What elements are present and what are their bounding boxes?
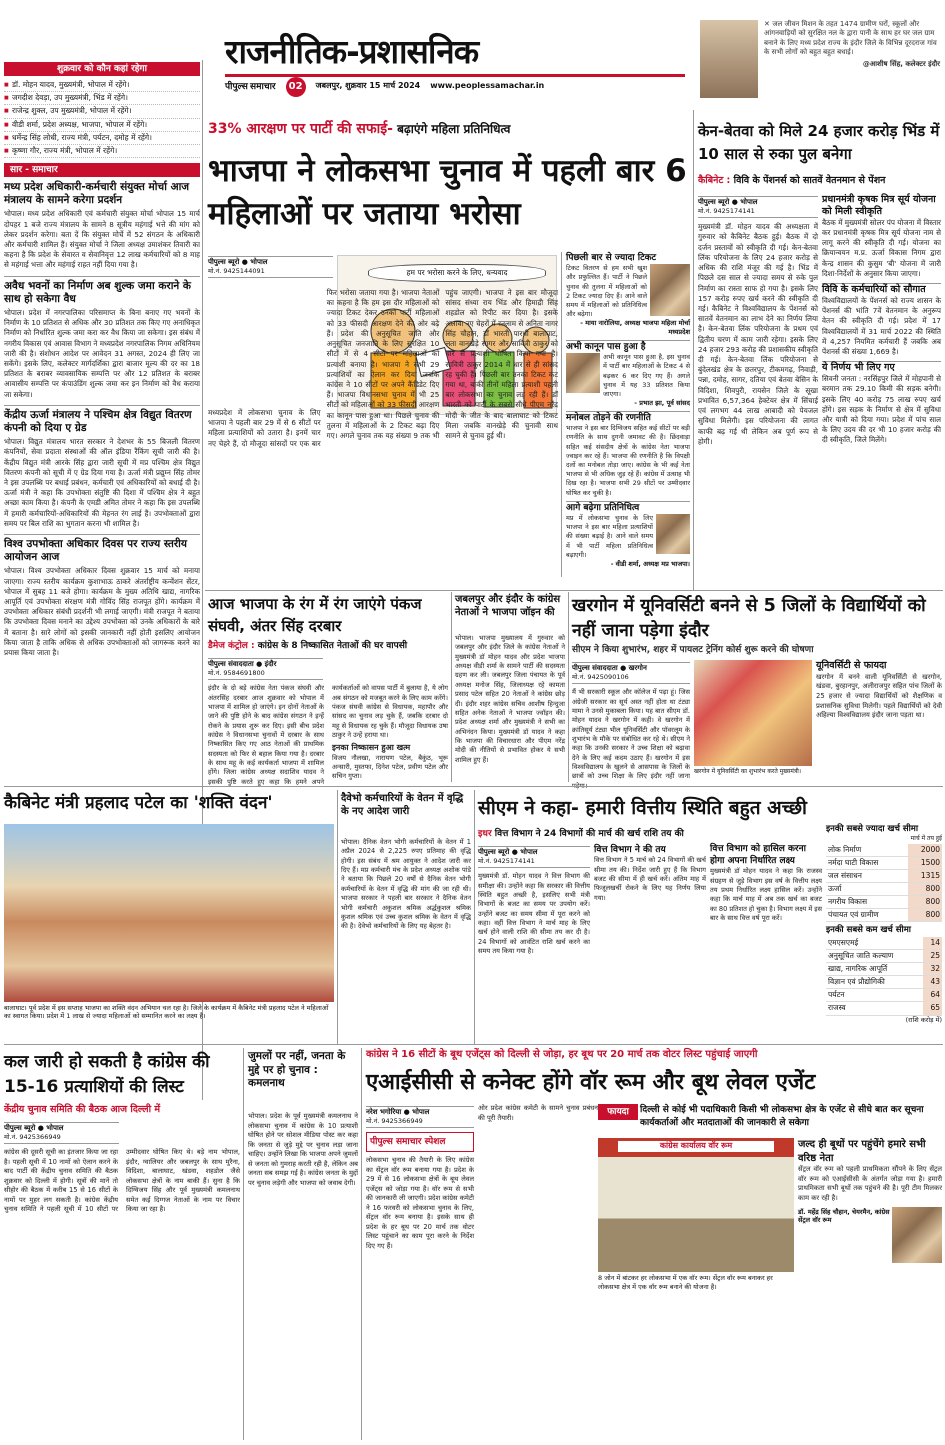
table-row: [826, 949, 942, 962]
khargone-mobile: मो.नं. 9425090106: [572, 673, 629, 682]
finance-sub2-head: वित्त विभाग को हासिल करना होगा अपना निर्धारित लक्ष्य: [710, 844, 806, 866]
khargone-byline-text: पीपुल्स संवाददाता ● खरगोन: [572, 664, 647, 672]
exp-table-top: [826, 844, 942, 923]
warroom-top: कांग्रेस ने 16 सीटों के बूथ एजेंट्स को दिल्ली से जोड़ा, हर बूथ पर 20 मार्च तक वोटर लिस्ट पहुंचाई जाएगी: [366, 1049, 758, 1060]
lead-body: [208, 288, 558, 578]
sanghvi-body: [208, 684, 448, 787]
sanghvi-sub-body: विजय नौलखा, नारायण पटेल, बैकुंठ, भूरू अन्सारी, मुस्तफा, दिनेश पटेल, प्रवीण पटेल और सचिन गुप्ता।: [332, 753, 448, 781]
top-quote-text: जल जीवन मिशन के तहत 1474 ग्रामीण घरों, स्कूलों और आंगनवाड़ियों को सुरक्षित नल के द्वारा पानी के साथ हर घर जल ग्राम बनाने के लिए मध्य प्रदेश राज्य के इंदौर जिले के विभिन्न दूरदराज गांव के सभी लोगों को बहुत बहुत बधाई।: [764, 20, 937, 57]
congress-kicker: केंद्रीय चुनाव समिति की बैठक आज दिल्ली में: [4, 1104, 161, 1115]
summary-head: सार - समाचार: [4, 163, 200, 177]
s4-body: भोपाल। विश्व उपभोक्ता अधिकार दिवस शुक्रवार 15 मार्च को मनाया जाएगा। राज्य स्तरीय कार्यक्रम कुशाभाऊ ठाकरे अंतर्राष्ट्रीय कन्वेंशन सेंटर, भोपाल में सुबह 11 बजे होगा। कार्यक्रम के मुख्य अतिथि खाद्य, नागरिक आपूर्ति एवं उपभोक्ता संरक्षण मंत्री गोविंद सिंह राजपूत होंगे। कार्यक्रम में उपभोक्ता अधिकार संबंधी प्रदर्शनी भी लगाई जाएगी। मंत्री राजपूत ने बताया कि उपभोक्ता दिवस मनाने का उद्देश्य उपभोक्ता को उनके अधिकारों के बारे में बताना है। सारे लोगों को इसकी जानकारी नहीं होती इसलिए आयोजन किया जाता है ताकि अधिक से अधिक उपभोक्ताओं को जागरूक करने का प्रयास किया जाता है।: [4, 566, 200, 658]
lead-kicker-rest: बढ़ाएंगे महिला प्रतिनिधित्व: [392, 122, 511, 136]
warroom-mobile: मो.नं. 9425366949: [366, 1117, 423, 1126]
s2-body: भोपाल। प्रदेश में नगरपालिका परिसमाप्त के बिना बनाए गए भवनों के निर्माण के 10 प्रतिशत से अधिक और 30 प्रतिशत तक किए गए अनाधिकृत निर्माण को निर्धारित शुल्क जमा करा कर वैध किया जा सकेगा। इस संबंध में नगरीय विकास एवं आवास विभाग ने मध्यप्रदेश नगरपालिक निगम अधिनियम जारी की है। संशोधन आदेश पर आवेदन 31 अगस्त, 2024 ही लिए जा सकेंगे। इसके लिए, कलेक्टर मार्गदर्शिका द्वारा बाजार मूल्य की दर का 18 प्रतिशत के बराबर व्यावसायिक सम्पत्ति पर और 12 प्रतिशत के बराबर आवासीय सम्पत्ति पर कंपाउंडिंग शुल्क जमा कर इन निर्माण को वैध कराया जा सकेगा।: [4, 307, 200, 399]
s2-head: अवैध भवनों का निर्माण अब शुल्क जमा कराने के साथ हो सकेगा वैध: [4, 276, 200, 306]
congress-mobile: मो.नं. 9425366949: [4, 1133, 61, 1142]
finance-headline: सीएम ने कहा- हमारी वित्तीय स्थिति बहुत अच्छी: [478, 797, 807, 819]
finance-kicker-red: इधर: [478, 829, 492, 839]
warroom-quote-credit: डॉ. महेंद्र सिंह चौहान, चेयरमैन, कांग्रेस सेंट्रल वॉर रूम: [798, 1207, 890, 1225]
shakti-caption: बालाघाट। पूर्व प्रदेश में इस सप्ताह भाजपा का शक्ति वंदन अभियान चल रहा है। जिले के कार्यक्रम में कैबिनेट मंत्री प्रहलाद पटेल ने महिलाओं का स्वागत किया। प्रदेश में 1 लाख से ज्यादा महिलाओं को सम्मानित करने का लक्ष्य है।: [4, 1004, 329, 1021]
sanghvi-kicker-red: डैमेज कंट्रोल :: [208, 641, 255, 651]
table-cell-value: 1315: [908, 869, 942, 882]
table-cell-value: 800: [908, 909, 942, 922]
collector-photo: [700, 20, 758, 98]
lead-body-spacer: [208, 288, 321, 408]
sanghvi-kicker: [208, 640, 448, 654]
cartoon-speech-bubble: हम पर भरोसा करने के लिए, धन्यवाद: [368, 264, 546, 282]
sanghvi-byline: [208, 658, 323, 680]
expense-table-box: [826, 824, 942, 1040]
lead-body-text: मध्यप्रदेश में लोकसभा चुनाव के लिए भाजपा ने पहली बार 29 में से 6 सीटों पर महिला प्रत्याशियों को उतारा है। इनमें चार नए चेहरे हैं, दो मौजूदा सांसदों पर एक बार फिर भरोसा जताया गया है। भाजपा नेताओं का कहना है कि हम इस दौर महिलाओं को ज्यादा टिकट देकर उनको पार्टी महिलाओं को 33 फीसदी आरक्षण देने की ओर बढ़े हैं। प्रदेश की अनुसूचित जाति और अनुसूचित जनजाति के लिए सुरक्षित 10 सीटों में से 4 सीटों पर महिलाओं को प्रत्याशी बनाया है। भाजपा ने सभी 29 प्रत्याशियों का ऐलान कर दिया जबकि कांग्रेस ने 10 सीटों पर अपने कैंडिडेट दिए हैं। भाजपा विधानसभा चुनाव में भी 25 सीटों को महिलाओं को 33 फीसदी आरक्षण का कानून पास हुआ था। पिछले चुनाव की तुलना में महिलाओं के 2 टिकट बढ़ा दिए गए। अगले चुनाव तक यह संख्या 9 तक भी पहुंच जाएगी। भाजपा ने इस बार मौजूदा सांसद संध्या राय भिंड और हिमाद्री सिंह शहडोल को रिपीट कर दिया है। इसके अलावा नए चेहरों में रतलाम से अनिता नागर सिंह चौहान, डॉ भारती पारधी बालाघाट, लता वानखेड़े सागर और सावित्री ठाकुर को धार से प्रत्याशी घोषित किया गया है। सावित्री ठाकुर 2014 में धार से ही सांसद रह चुकी हैं। पिछली बार उनका टिकट कट गया था, बाकी तीनों महिला प्रत्याशी पहली बार लोकसभा का चुनाव लड़ रही हैं। डॉ भारती को पार्टी के सबसे सीधे पीएम नरेंद्र मोदी के जीत के बाद बालाघाट को टिकट मिला जबकि वानखेड़े की चुनावी साथ सामने से चुनाव हुई थी।: [208, 288, 558, 448]
column-rule: [361, 1048, 362, 1440]
warroom-sign: कांग्रेस कार्यालय वॉर रूम: [618, 1141, 774, 1152]
sanghvi-sub-head: इनका निष्कासन हुआ खत्म: [332, 743, 411, 753]
congress-body: कांग्रेस की दूसरी सूची का इंतजार किया जा रहा है। पहली सूची में 10 नामों को ऐलान करने के बाद पार्टी की केंद्रीय चुनाव समिति की बैठक शुक्रवार को दिल्ली में होगी। सूत्रों की मानें तो सीहोर की बैठक में करीब 15 से 16 सीटों के नामों पर मुहर लग सकती है। कांग्रेस केंद्रीय चुनाव समिति ने पहली सूची में 10 सीटों पर उम्मीदवार घोषित किए थे। बड़े नाम भोपाल, इंदौर, ग्वालियर और जबलपुर के साथ मुरैना, विदिशा, बालाघाट, खंडवा, शहडोल जैसे लोकसभा क्षेत्रों के नाम बाकी हैं। सुना है कि दिग्विजय सिंह और पूर्व मुख्यमंत्री कमलनाथ समेत कई दिग्गज नेताओं के नाम पर विचार किया जा रहा है।: [4, 1148, 240, 1214]
who-where-list: [4, 79, 200, 158]
congress-headline: कल जारी हो सकती है कांग्रेस की 15-16 प्रत्याशियों की लिस्ट: [4, 1052, 210, 1097]
column-rule: [243, 1048, 244, 1440]
finance-col1: [478, 844, 590, 1040]
s3-body: भोपाल। विद्युत मंत्रालय भारत सरकार ने देशभर के 55 बिजली वितरण कंपनियों, सेवा प्रदाता संस्थाओं की ऑल इंडिया रैंकिंग सूची जारी की है। केंद्रीय विद्युत मंत्री आरके सिंह द्वारा जारी सूची में मप्र पश्चिम क्षेत्र विद्युत वितरण कंपनी को सूची में ए ग्रेड दिया गया है। ऊर्जा मंत्री प्रद्युम्न सिंह तोमर ने इस उपलब्धि पर बधाई प्रबंधन, कर्मचारी एवं अधिकारियों को बधाई दी है। ऊर्जा मंत्री ने कहा कि उपभोक्ता संतुष्टि की दिशा में पश्चिम क्षेत्र ने बहुत अच्छा काम किया है। कंपनी के एमडी अमित तोमर ने कहा कि इस उपलब्धि में हमारी कर्मचारियों-अधिकारियों की मेहनत रंग लाई हैं। उपभोक्ताओं द्वारा समय पर बिल राशि का भुगतान करना भी शामिल है।: [4, 437, 200, 528]
table-cell-value: 64: [923, 989, 942, 1002]
table-cell-value: 800: [908, 882, 942, 895]
kamalnath-headline: जुमलों पर नहीं, जनता के मुद्दे पर हो चुनाव : कमलनाथ: [248, 1050, 346, 1090]
ken-kicker: [698, 175, 941, 189]
table-row: [826, 963, 942, 976]
side-c-body: भाजपा ने इस बार दिग्विजय सहित कई सीटों पर बड़ी रणनीति के साथ दुगनी जमावट की है। छिंदवाड़ा सहित कई संसदीय क्षेत्रों के कांग्रेस नेता भाजपा ज्वाइन कर रहे हैं। भाजपा की रणनीति है कि विपक्षी दलों का मनोबल तोड़ा जाए। कांग्रेस के भी कई नेता भाजपा से भी अधिक जुड़ रहे हैं। कांग्रेस में उत्साह भी दिख रहा है। भाजपा सभी 29 सीटों पर उम्मीदवार घोषित कर चुकी है।: [566, 424, 690, 497]
table-row: [826, 1002, 942, 1015]
warroom-quote-body: सेंट्रल वॉर रूम को पहली प्राथमिकता सौंपने के लिए सेंट्रल वॉर रूम को एआईसीसी के अंतर्गत जोड़ा गया है। हमारी प्राथमिकता सभी बूथों तक पहुंचने की है। पूरी टीम मिलकर काम कर रही है।: [798, 1165, 942, 1202]
fayda-text: दिल्ली से कोई भी पदाधिकारी किसी भी लोकसभा क्षेत्र के एजेंट से सीधे बात कर सूचना कार्यकर्ताओं और मतदाताओं की जानकारी ले सकेगा: [640, 1105, 924, 1128]
khargone-caption: खरगोन में यूनिवर्सिटी का शुभारंभ करते मुख्यमंत्री।: [694, 768, 802, 775]
dateline: जबलपुर, शुक्रवार 15 मार्च 2024: [315, 81, 421, 91]
table-row: [826, 896, 942, 909]
warroom-quote-head: जल्द ही बूथों पर पहुंचेंगे हमारे सभी वरिष्ठ नेता: [798, 1139, 926, 1164]
sanghvi-headline: आज भाजपा के रंग में रंग जाएंगे पंकज संघवी, अंतर सिंह दरबार: [208, 595, 422, 635]
table-cell-label: खाद्य, नागरिक आपूर्ति: [826, 963, 923, 976]
s4-head: विश्व उपभोक्ता अधिकार दिवस पर राज्य स्तरीय आयोजन आज: [4, 534, 200, 564]
ken-col: [698, 194, 818, 594]
masthead-paper: पीपुल्स समाचार: [225, 81, 276, 92]
wages-body: भोपाल। दैनिक वेतन भोगी कर्मचारियों के वेतन में 1 अप्रैल 2024 से 2,225 रुपए प्रतिमाह की वृद्धि होगी। इस संबंध में श्रम आयुक्त ने आदेश जारी कर दिए हैं। मप्र कर्मचारी मंच के प्रदेश अध्यक्ष अशोक पांडे ने बताया कि पिछले 20 वर्षों से दैनिक वेतन भोगी कर्मचारियों के वेतन में वृद्धि की मांग की जा रही थी। भाजपा सरकार ने पहली बार सरकार ने दैनिक वेतन भोगी कर्मचारी अकुशल श्रमिक अर्द्धकुशल श्रमिक कुशल श्रमिक एवं उच्च कुशल श्रमिक के वेतन में वृद्धि की है। देवेभो कर्मचारियों के लिए यह बेहतर है।: [341, 838, 471, 931]
side-a-head: पिछली बार से ज्यादा टिकट: [566, 253, 657, 263]
s3-head: केंद्रीय ऊर्जा मंत्रालय ने पश्चिम क्षेत्र विद्युत वितरण कंपनी को दिया ए ग्रेड: [4, 405, 200, 435]
table-cell-label: पंचायत एवं ग्रामीण: [826, 909, 908, 922]
table-row: [826, 882, 942, 895]
khargone-byline: [572, 662, 690, 684]
indore-headline: जबलपुर और इंदौर के कांग्रेस नेताओं ने भाजपा जॉइन की: [455, 594, 561, 618]
list-item: ■ राजेन्द्र शुक्ल, उप मुख्यमंत्री, भोपाल में रहेंगे।: [4, 105, 200, 118]
finance-sub1-body: वित्त विभाग ने 5 मार्च को 24 विभागों की खर्च सीमा तय की। निर्देश जारी हुए हैं कि विभाग बजट की सीमा में ही खर्च करें। अंतिम माह में फिजूलखर्ची रोकने के लिए यह निर्णय लिया गया।: [594, 856, 706, 902]
finance-byline-text: पीपुल्स ब्यूरो ● भोपाल: [478, 848, 538, 856]
lead-byline-box: [208, 254, 333, 282]
table-row: [826, 976, 942, 989]
finance-mobile: मो.नं. 9425174141: [478, 857, 535, 866]
table-cell-label: नगरीय विकास: [826, 896, 908, 909]
table-row: [826, 856, 942, 869]
khargone-body-box: [572, 660, 690, 782]
side-d-quote: मप्र में लोकसभा चुनाव के लिए भाजपा ने इस बार महिला प्रत्याशियों की संख्या बढ़ाई है। आने वाले समय में भी पार्टी महिला प्रतिनिधित्व बढ़ाएगी।: [566, 514, 653, 559]
khargone-r-body: खरगोन में बनने वाली यूनिवर्सिटी से खरगोन, खंडवा, बुरहानपुर, अलीराजपुर सहित पांच जिलों के 25 हजार से ज्यादा विद्यार्थियों को शैक्षणिक व प्रशासनिक सुविधा मिलेगी। पहले विद्यार्थियों को देवी अहिल्या विश्वविद्यालय इंदौर जाना पड़ता था।: [816, 672, 942, 720]
list-item: ■ धर्मेन्द्र सिंह लोधी, राज्य मंत्री, पर्यटन, दमोह में रहेंगे।: [4, 132, 200, 145]
congress-byline-text: पीपुल्स ब्यूरो ● भोपाल: [4, 1124, 64, 1132]
side-d-row: [566, 514, 690, 560]
table-cell-value: 2000: [908, 844, 942, 857]
side-b-row: [566, 353, 690, 399]
s1-body: भोपाल। मध्य प्रदेश अधिकारी एवं कर्मचारी संयुक्त मोर्चा भोपाल 15 मार्च दोपहर 1 बजे राज्य मंत्रालय के सामने 8 सूत्रीय महंगाई भत्ते की मांग को लेकर प्रदर्शन करेगा। बता दें कि संयुक्त मोर्चे में 52 संगठन के अधिकारी और कर्मचारी शामिल हैं। संयुक्त मोर्चा ने जिला अध्यक्ष उमाशंकर तिवारी का कहना है कि प्रदेश के सेवारत व सेवानिवृत्त 12 लाख कर्मचारियों को 8 माह से महंगाई भत्ता और महंगाई राहत नहीं दिया गया है।: [4, 209, 200, 270]
ken-r2-body: विश्वविद्यालयों के पेंशनर्स को राज्य शासन के पेंशनर्स की भांति 7वें वेतनमान के अनुरूप वेतन की स्वीकृति दी गई। प्रदेश में 17 विश्वविद्यालयों में 31 मार्च 2022 की स्थिति में 4,257 नियमित कर्मचारी हैं जबकि अब पेंशनर्स की संख्या 1,669 है।: [822, 295, 941, 357]
kamalnath-body: भोपाल। प्रदेश के पूर्व मुख्यमंत्री कमलनाथ ने लोकसभा चुनाव में कांग्रेस के 10 प्रत्याशी घोषित होने पर सोशल मीडिया पोस्ट कर कहा कि जनता से जुड़े मुद्दे पर चुनाव लड़ा जाना चाहिए। उन्होंने लिखा कि भाजपा अपने जुमलों से जनता को गुमराह करती रही है, लेकिन अब जनता सब समझ गई है। कांग्रेस जनता के मुद्दों पर चुनाव लड़ेगी और भाजपा को जवाब देगी।: [248, 1112, 359, 1187]
ken-r1-body: बैठक में मुख्यमंत्री सोलर पंप योजना में विस्तार कर प्रधानमंत्री कृषक मित्र सूर्य योजना नाम से लागू करने की स्वीकृति दी गई। योजना का क्रियान्वयन म.प्र. ऊर्जा विकास निगम द्वारा केन्द्र शासन की कुसुम 'बी' योजना में जारी दिशा-निर्देशों के अनुसार किया जाएगा।: [822, 217, 941, 278]
ken-r3-body: सिवनी जनता : नरसिंहपुर जिले में मोहपानी से बरमान तक 29.10 किमी की सड़क बनेगी। इसके लिए 40 करोड़ 75 लाख रुपए खर्च होंगे। इस सड़क के निर्माण से क्षेत्र में सुविधा और यात्री को दिया गया। प्रदेश में पांच साल के लिए उदय की दर भी 10 हजार करोड़ की दी स्वीकृति, जिले मिलेंगे।: [822, 374, 941, 445]
side-d-credit: - वीडी शर्मा, अध्यक्ष मप्र भाजपा।: [610, 560, 690, 569]
ken-byline: [698, 196, 818, 218]
ken-byline-text: पीपुल्स ब्यूरो ● भोपाल: [698, 198, 758, 206]
maya-photo: [650, 264, 690, 316]
lead-sidebar: [566, 252, 690, 578]
column-rule: [337, 790, 338, 1045]
ken-right: [822, 194, 941, 594]
side-a-row: [566, 264, 690, 319]
warroom-col2: [478, 1104, 598, 1440]
table-cell-label: राजस्व: [826, 1002, 923, 1015]
list-item: ■ कृष्णा गौर, राज्य मंत्री, भोपाल में रहेंगे।: [4, 145, 200, 158]
ken-r3-head: ये निर्णय भी लिए गए: [822, 361, 941, 374]
list-item: ■ जगदीश देवड़ा, उप मुख्यमंत्री, भिंड में रहेंगे।: [4, 92, 200, 105]
masthead-strip: [225, 74, 685, 96]
sanghvi-byline-text: पीपुल्स संवाददाता ● इंदौर: [208, 660, 277, 668]
top-quote: [764, 20, 940, 106]
exp-note: (राशि करोड़ में): [905, 1015, 942, 1024]
finance-kicker: [478, 828, 823, 842]
table-cell-label: पर्यटन: [826, 989, 923, 1002]
column-rule: [451, 592, 452, 782]
list-item: ■ वीडी शर्मा, प्रदेश अध्यक्ष, भाजपा, भोपाल में रहेंगे।: [4, 119, 200, 132]
page-section-title: राजनीतिक-प्रशासनिक: [225, 32, 479, 71]
lead-byline-text: पीपुल्स ब्यूरो ● भोपाल: [208, 258, 268, 266]
ken-headline: केन-बेतवा को मिले 24 हजार करोड़ भिंड में 10 साल से रुका पुल बनेगा: [698, 122, 940, 163]
fayda-tag: फायदा: [598, 1104, 638, 1120]
finance-col2: [594, 844, 706, 1040]
exp-table-bottom: [826, 937, 942, 1016]
warroom-body: लोकसभा चुनाव की तैयारी के लिए कांग्रेस का सेंट्रल वॉर रूम बनाया गया है। प्रदेश के 29 में से 16 लोकसभा क्षेत्रों के बूथ लेवल एजेंट्स को जोड़ा गया है। वॉर रूम से सभी की जानकारी ली जाएगी। प्रदेश कांग्रेस कमेटी ने 16 फरवरी को लोकसभा चुनाव के लिए, सेंट्रल वॉर रूम बनाया है। इसके साथ ही प्रदेश के हर बूथ पर 20 मार्च तक वोटर लिस्ट पहुंचाने का काम पूरा करने के निर्देश दिए गए हैं।: [366, 1156, 474, 1250]
shakti-photo: [4, 824, 334, 1002]
sanghvi-body-text: इंदौर के दो बड़े कांग्रेस नेता पंकज संघवी और अंतरसिंह दरबार आज शुक्रवार को भोपाल में भाजपा में शामिल हो जाएंगे। इन दोनों नेताओं के जाने की पुष्टि होने के बाद कांग्रेस संगठन ने इन्हें रोकने के प्रयास शुरू कर दिए। इसी बीच प्रदेश कांग्रेस ने विधानसभा चुनावों में दरबार के साथ निष्कासित किए गए आठ नेताओं की प्राथमिक सदस्यता को फिर से बहाल किया गया है। दरबार के साथ महू के कई कार्यकर्ता भाजपा में शामिल होंगे। जिला कांग्रेस अध्यक्ष सदाशिव यादव ने इसकी पुष्टि करते हुए कहा कि हमने अपने कार्यकर्ताओं को वापस पार्टी में बुलाया है, ये लोग अब संगठन को मजबूत करने के लिए काम करेंगे। पंकज संघवी कांग्रेस से विधायक, महापौर और सांसद का चुनाव लड़ चुके हैं, जबकि दरबार दो महू से विधायक रह चुके हैं। मौजूदा विधायक उषा ठाकुर ने उन्हें हराया था।: [208, 684, 448, 786]
table-cell-label: अनुसूचित जाति कल्याण: [826, 949, 923, 962]
website[interactable]: www.peoplessamachar.in: [430, 81, 545, 91]
table-cell-label: जल संसाधन: [826, 869, 908, 882]
ken-kicker-text: विवि के पेंशनर्स को सातवें वेतनमान से पेंशन: [730, 175, 886, 186]
finance-col3: [710, 844, 822, 1040]
table-cell-label: विज्ञान एवं प्रौद्योगिकी: [826, 976, 923, 989]
side-b-quote: अभी कानून पास हुआ है, इस चुनाव में पार्टी बार महिलाओं के टिकट 4 से बढ़कर 6 कर दिए गए हैं। अगले चुनाव में यह 33 प्रतिशत किया जाएगा।: [603, 353, 690, 398]
table-cell-value: 1500: [908, 856, 942, 869]
page-number: 02: [286, 77, 306, 97]
s1-head: मध्य प्रदेश अधिकारी-कर्मचारी संयुक्त मोर्चा आज मंत्रालय के सामने करेगा प्रदर्शन: [4, 181, 190, 207]
table-cell-value: 43: [923, 976, 942, 989]
ken-r1-head: प्रधानमंत्री कृषक मित्र सूर्य योजना को मिली स्वीकृति: [822, 194, 936, 217]
table-row: [826, 909, 942, 922]
masthead-left-blank: [4, 4, 204, 54]
finance-sub2-body: मुख्यमंत्री डॉ मोहन यादव ने कहा कि राजस्व संग्रहण से जुड़े विभाग इस वर्ष के वित्तीय लक्ष्य तय प्रथम निर्धारित लक्ष्य हासिल करें। उन्होंने कहा कि मार्च माह में अब तक खर्च का बजट का 80 प्रतिशत हो चुका है। विभाग लक्ष्य में इस बार के साथ वित्त वर्ष पूरा करें।: [710, 867, 822, 923]
side-b-credit: - प्रभात झा, पूर्व सांसद: [634, 399, 690, 408]
table-row: [826, 989, 942, 1002]
sanghvi-mobile: मो.नं. 9584691800: [208, 669, 265, 678]
x-icon: ✕: [764, 20, 773, 28]
khargone-kicker: सीएम ने किया शुभारंभ, शहर में पायलट ट्रेनिंग कोर्स शुरू करने की घोषणा: [572, 645, 814, 655]
congress-byline: [4, 1122, 119, 1144]
finance-kicker-text: वित्त विभाग ने 24 विभागों की मार्च की खर्च राशि तय की: [491, 829, 684, 839]
row-rule: [4, 1044, 943, 1045]
row-rule: [205, 590, 943, 591]
warroom-special: पीपुल्स समाचार स्पेशल: [366, 1132, 474, 1152]
table-cell-label: लोक निर्माण: [826, 844, 908, 857]
finance-sub1-head: वित्त विभाग ने की तय: [594, 845, 666, 855]
khargone-body: मैं भी सरकारी स्कूल और कॉलेज में पढ़ा हूं। जिस अंग्रेजी सरकार का सूर्य अस्त नहीं होता था टंट्या मामा ने उनसे मुकाबला किया। यह बात सीएम डॉ. मोहन यादव ने खरगोन में कही। वे खरगोन में क्रांतिसूर्य टंट्या भील यूनिवर्सिटी और पॉवरलूम के शुभारंभ के मौके पर संबोधित कर रहे थे। सीएम ने कहा कि उनकी सरकार ने उच्च शिक्षा को बढ़ावा देने के लिए कई कदम उठाए हैं। खरगोन में इस विश्वविद्यालय के खुलने से आसपास के जिलों के छात्रों को उच्च शिक्षा के लिए इंदौर नहीं जाना: [572, 688, 690, 781]
table-row: [826, 937, 942, 950]
table-cell-value: 25: [923, 949, 942, 962]
congress-body-box: [4, 1120, 240, 1440]
table-cell-value: 800: [908, 896, 942, 909]
warroom-byline-text: नरेश भगोरिया ● भोपाल: [366, 1108, 430, 1116]
column-rule: [474, 790, 475, 1045]
side-a-credit: - माया नारोलिया, अध्यक्ष भाजपा महिला मोर्चा मध्यप्रदेश: [580, 319, 690, 337]
row-rule: [4, 786, 943, 787]
table-cell-value: 14: [923, 937, 942, 950]
khargone-headline: खरगोन में यूनिवर्सिटी बनने से 5 जिलों के विद्यार्थियों को नहीं जाना पड़ेगा इंदौर: [572, 596, 926, 641]
lead-byline: [208, 256, 333, 278]
side-d-head: आगे बढ़ेगा प्रतिनिधित्व: [566, 501, 690, 514]
lead-kicker-red: 33% आरक्षण पर पार्टी की सफाई-: [208, 121, 393, 137]
warroom-photo-caption: 8 जोन में बांटकर हर लोकसभा में एक वॉर रूम। सेंट्रल वॉर रूम बनाकर हर लोकसभा क्षेत्र में एक वॉर रूम बनाने की योजना है।: [598, 1274, 773, 1291]
table-cell-label: एमएसएमई: [826, 937, 923, 950]
warroom-byline: [366, 1106, 474, 1128]
column-rule: [693, 110, 694, 590]
ken-r2-head: विवि के कर्मचारियों को सौगात: [822, 283, 941, 296]
top-quote-credit: @आशीष सिंह, कलेक्टर इंदौर: [862, 59, 940, 68]
finance-body: मुख्यमंत्री डॉ. मोहन यादव ने वित्त विभाग की समीक्षा की। उन्होंने कहा कि सरकार की वित्तीय स्थिति बहुत अच्छी है, इसलिए सभी मंत्री विभागों के बजट का समय पर उपयोग करें। उन्होंने बजट का समय सीमा में पूरा करने को कहा। वहीं वित्त विभाग ने मार्च माह के लिए खर्च होने वाली राशि की सीमा तय कर दी है। 24 विभागों को आवंटित राशि खर्च करने का समय तय किया गया है।: [478, 872, 590, 956]
exp-unit: मार्च में तय हुई: [910, 835, 942, 843]
table-cell-label: नर्मदा घाटी विकास: [826, 856, 908, 869]
exp-head: इनकी सबसे ज्यादा खर्च सीमा: [826, 824, 919, 834]
vd-sharma-photo: [656, 514, 690, 554]
lead-mobile: मो.नं. 9425144091: [208, 267, 265, 276]
lead-kicker: [208, 120, 688, 142]
indore-body: भोपाल। भाजपा मुख्यालय में गुरुवार को जबलपुर और इंदौर जिले के कांग्रेस नेताओं ने मुख्यमंत्री डॉ मोहन यादव और प्रदेश भाजपा अध्यक्ष वीडी शर्मा के सामने पार्टी की सदस्यता ग्रहण कर ली। जबलपुर जिला पंचायत के पूर्व अध्यक्ष मनोज सिंह, जिलाध्यक्ष रहे कामता प्रसाद पटेल सहित 20 नेताओं ने कांग्रेस छोड़ दी। इंदौर शहर कांग्रेस सचिव आशीष हिन्दुजा सहित अनेक नेताओं ने भाजपा ज्वॉइन की। प्रदेश अध्यक्ष शर्मा और मुख्यमंत्री ने सभी का अभिनंदन किया। मुख्यमंत्री डॉ यादव ने कहा कि भाजपा की विचारधारा और पीएम नरेंद्र मोदी की नीतियों से प्रभावित होकर ये सभी शामिल हुए हैं।: [455, 634, 565, 764]
ken-mobile: मो.नं. 9425174141: [698, 207, 755, 216]
warroom-headline: एआईसीसी से कनेक्ट होंगे वॉर रूम और बूथ लेवल एजेंट: [366, 1070, 816, 1095]
ken-body: मुख्यमंत्री डॉ. मोहन यादव की अध्यक्षता में गुरुवार को कैबिनेट बैठक हुई। बैठक में दो दर्जन प्रस्तावों को स्वीकृति दी गई। केन-बेतवा लिंक परियोजना के लिए 24 हजार करोड़ से अधिक की राशि मंजूर की गई है। भिंड में पिछले दस साल से ज्यादा समय से रुके पुल निर्माण का रास्ता साफ हो गया है। इसके लिए 157 करोड़ रुपए खर्च करने की स्वीकृति दी गई। कैबिनेट ने विश्वविद्यालय के पेंशनर्स को सातवें वेतनमान का लाभ देने का निर्णय लिया है। केन-बेतवा लिंक परियोजना के प्रथम एवं द्वितीय चरण में काम जारी रहेगा। इसके लिए 24 हजार 293 करोड़ की प्रशासकीय स्वीकृति दी गई। केन-बेतवा लिंक परियोजना से बुंदेलखंड क्षेत्र के छतरपुर, टीकमगढ़, निवाड़ी, पन्ना, दमोह, सागर, दतिया एवं बेतवा बेसिन के विदिशा, शिवपुरी, रायसेन जिले के सूखा प्रभावित 6,57,364 हेक्टेयर क्षेत्र में सिंचाई एवं लगभग 44 लाख आबादी को पेयजल सुविधा मिलेगी। इस परियोजना की लागत काफी बढ़ गई थी लेकिन अब पूर्ण रूप से होगी।: [698, 222, 818, 446]
table-row: [826, 844, 942, 857]
lead-headline: भाजपा ने लोकसभा चुनाव में पहली बार 6 महिलाओं पर जताया भरोसा: [208, 153, 687, 232]
warroom-body-cont: ओर प्रदेश कांग्रेस कमेटी के सामने चुनाव प्रबंधन की पूरी तैयारी।: [478, 1104, 598, 1122]
khargone-right: [816, 660, 942, 782]
prabhat-photo: [566, 353, 600, 393]
who-where-head: शुक्रवार को कौन कहां रहेगा: [4, 62, 200, 76]
side-a-quote: टिकट वितरण से हम सभी खुश और प्रफुल्लित हैं। पार्टी ने पिछले चुनाव की तुलना में महिलाओं को 2 टिकट ज्यादा दिए हैं। आने वाले समय में महिलाओं को प्रतिनिधित्व और बढ़ेगा।: [566, 264, 647, 319]
wages-headline: दैवेभो कर्मचारियों के वेतन में वृद्धि के नए आदेश जारी: [341, 793, 464, 817]
warroom-photo: [598, 1138, 794, 1272]
ken-kicker-red: कैबिनेट :: [698, 175, 731, 186]
side-c-head: मनोबल तोड़ने की रणनीति: [566, 411, 690, 424]
column-rule: [561, 252, 562, 577]
finance-byline: [478, 846, 590, 868]
sanghvi-kicker-text: कांग्रेस के 8 निष्कासित नेताओं की घर वापसी: [254, 641, 408, 651]
column-rule: [568, 592, 569, 782]
khargone-photo: [694, 660, 812, 766]
side-b-head: अभी कानून पास हुआ है: [566, 340, 690, 353]
warroom-col1: [366, 1104, 474, 1440]
khargone-r-head: यूनिवर्सिटी से फायदा: [816, 660, 887, 671]
sanghvi-body-box: [208, 656, 448, 786]
list-item: ■ डॉ. मोहन यादव, मुख्यमंत्री, भोपाल में रहेंगे।: [4, 79, 200, 92]
warroom-quote: [798, 1138, 942, 1438]
table-cell-label: ऊर्जा: [826, 882, 908, 895]
table-cell-value: 32: [923, 963, 942, 976]
exp-head2: इनकी सबसे कम खर्च सीमा: [826, 925, 911, 936]
chauhan-photo: [892, 1207, 942, 1263]
table-cell-value: 65: [923, 1002, 942, 1015]
table-row: [826, 869, 942, 882]
shakti-headline: कैबिनेट मंत्री प्रहलाद पटेल का 'शक्ति वंदन': [4, 793, 273, 813]
